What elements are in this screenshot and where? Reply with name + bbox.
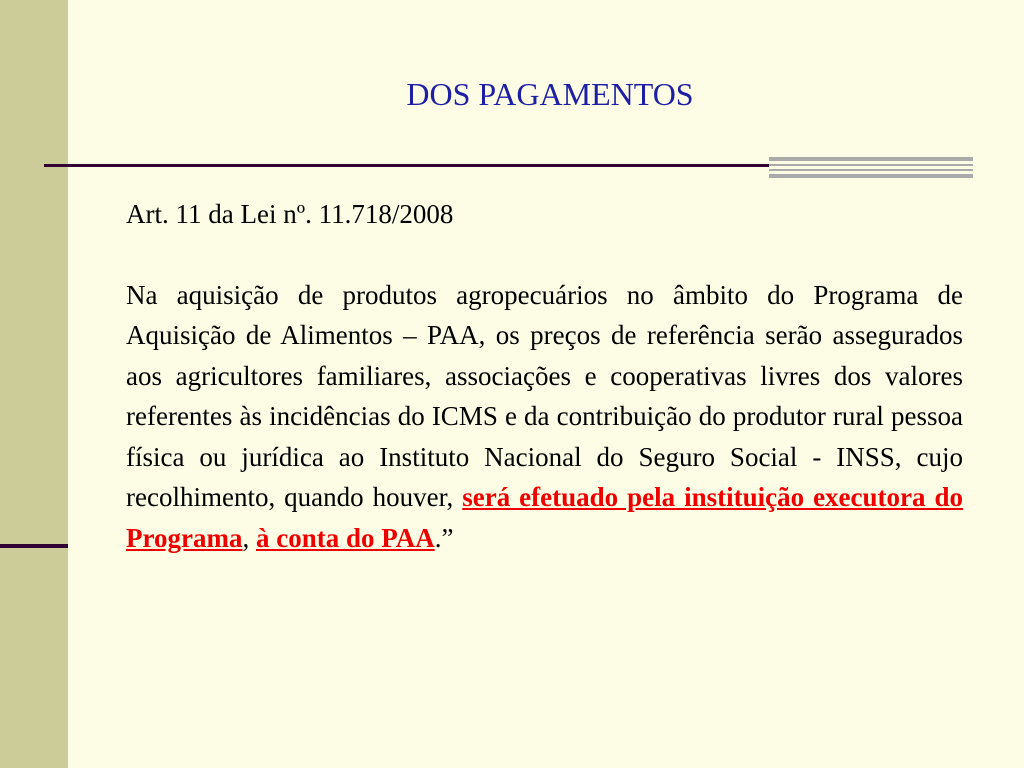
emphasis-executing-institution: será efetuado pela instituição executora do Programa <box>126 482 963 553</box>
paragraph-text: Na aquisição de produtos agropecuários no âmbito do Programa de Aquisição de Alimentos – PAA, os preços de referência serão assegurados aos agricultores familiares, associações e cooperativas livres dos valores referentes às incidências do ICMS e da contribuição do produtor rural pessoa física ou jurídica ao Instituto Nacional do Seguro Social - INSS, cujo recolhimento, quando houver, <box>126 279 963 512</box>
slide-content <box>126 194 963 558</box>
article-reference: Art. 11 da Lei nº. 11.718/2008 <box>126 199 454 229</box>
emphasis-paa-account: à conta do PAA <box>255 522 435 553</box>
title-divider-accent <box>769 157 973 179</box>
law-paragraph <box>126 275 963 559</box>
paragraph-ending: .” <box>434 522 454 553</box>
title-divider <box>44 164 769 167</box>
paragraph-separator: , <box>242 522 256 553</box>
left-decorative-band <box>0 0 68 768</box>
slide-title: DOS PAGAMENTOS <box>406 76 694 112</box>
left-band-divider <box>0 544 68 548</box>
